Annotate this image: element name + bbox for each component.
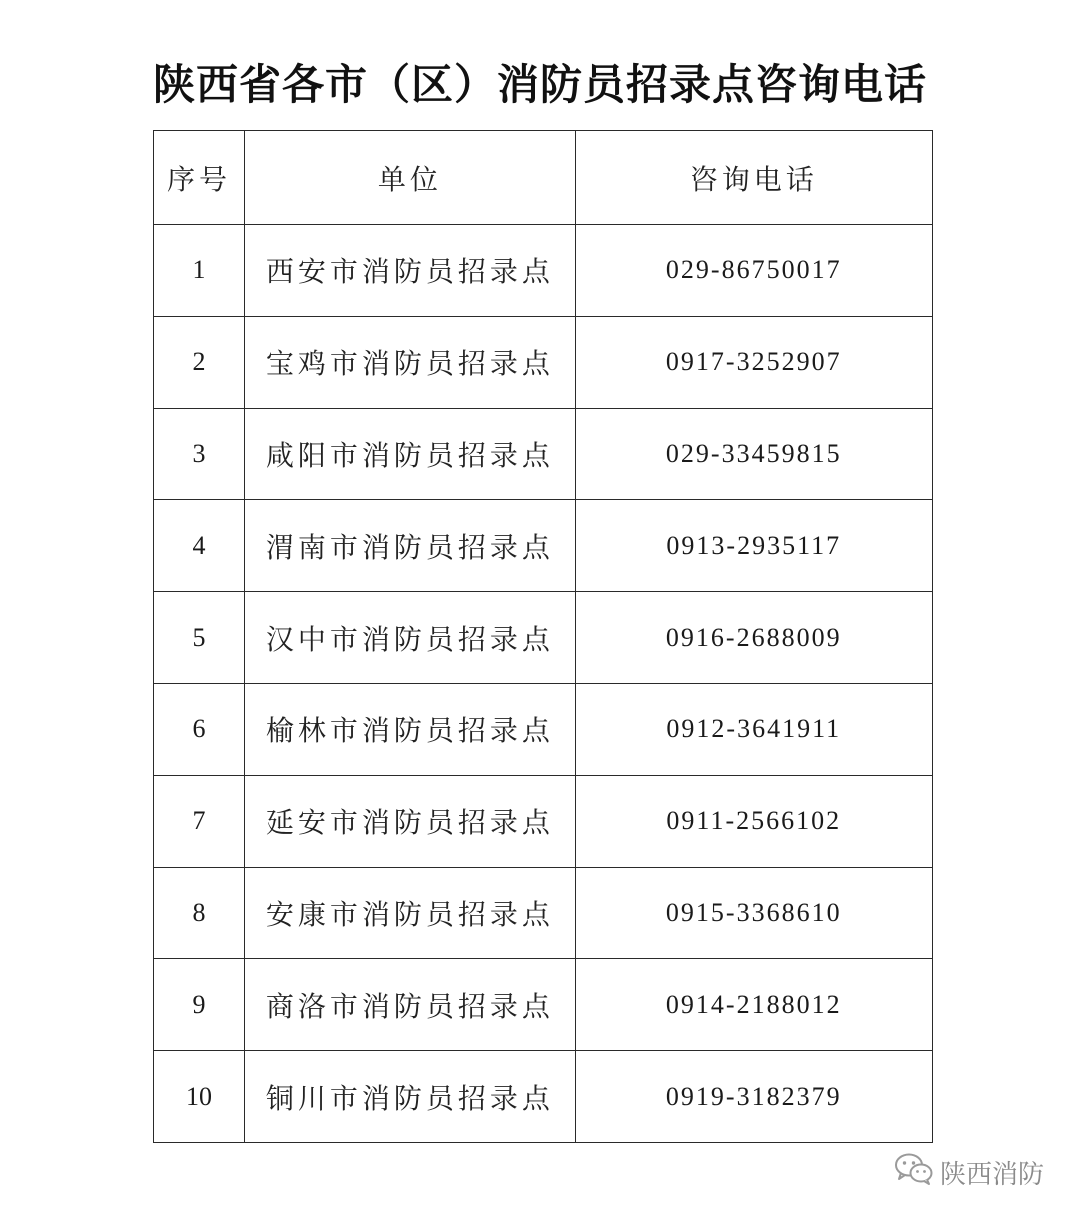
- row-number: 9: [154, 959, 245, 1051]
- row-phone: 0917-3252907: [575, 316, 932, 408]
- table-row: [154, 959, 933, 1051]
- table-row: [154, 500, 933, 592]
- table-row: [154, 1051, 933, 1143]
- page-title: 陕西省各市（区）消防员招录点咨询电话: [152, 60, 927, 109]
- row-unit: 咸阳市消防员招录点: [245, 408, 575, 500]
- row-phone: 0913-2935117: [575, 500, 932, 592]
- row-number: 7: [154, 775, 245, 867]
- row-number: 3: [154, 408, 245, 500]
- row-unit: 铜川市消防员招录点: [245, 1051, 575, 1143]
- watermark-text: 陕西消防: [939, 1160, 1044, 1190]
- header-number: 序号: [154, 131, 245, 225]
- row-phone: 0919-3182379: [575, 1051, 932, 1143]
- row-phone: 029-33459815: [575, 408, 932, 500]
- row-unit: 商洛市消防员招录点: [245, 959, 575, 1051]
- table-row: [154, 867, 933, 959]
- table-row: [154, 316, 933, 408]
- row-unit: 延安市消防员招录点: [245, 775, 575, 867]
- row-unit: 渭南市消防员招录点: [245, 500, 575, 592]
- row-unit: 榆林市消防员招录点: [245, 683, 575, 775]
- row-number: 10: [154, 1051, 245, 1143]
- table-row: [154, 592, 933, 684]
- row-unit: 西安市消防员招录点: [245, 225, 575, 317]
- row-unit: 安康市消防员招录点: [245, 867, 575, 959]
- header-unit: 单位: [245, 131, 575, 225]
- row-phone: 0911-2566102: [575, 775, 932, 867]
- row-phone: 029-86750017: [575, 225, 932, 317]
- row-phone: 0915-3368610: [575, 867, 932, 959]
- row-number: 8: [154, 867, 245, 959]
- row-number: 1: [154, 225, 245, 317]
- table-row: [154, 775, 933, 867]
- wechat-icon: [894, 1152, 934, 1193]
- row-number: 6: [154, 683, 245, 775]
- table-row: [154, 225, 933, 317]
- table-row: [154, 408, 933, 500]
- table-header-row: [154, 131, 933, 225]
- table-row: [154, 683, 933, 775]
- row-phone: 0916-2688009: [575, 592, 932, 684]
- row-number: 5: [154, 592, 245, 684]
- contact-table: [153, 130, 933, 1143]
- header-phone: 咨询电话: [575, 131, 932, 225]
- row-phone: 0912-3641911: [575, 683, 932, 775]
- watermark: [894, 1152, 1044, 1193]
- row-number: 4: [154, 500, 245, 592]
- row-number: 2: [154, 316, 245, 408]
- row-unit: 宝鸡市消防员招录点: [245, 316, 575, 408]
- row-unit: 汉中市消防员招录点: [245, 592, 575, 684]
- row-phone: 0914-2188012: [575, 959, 932, 1051]
